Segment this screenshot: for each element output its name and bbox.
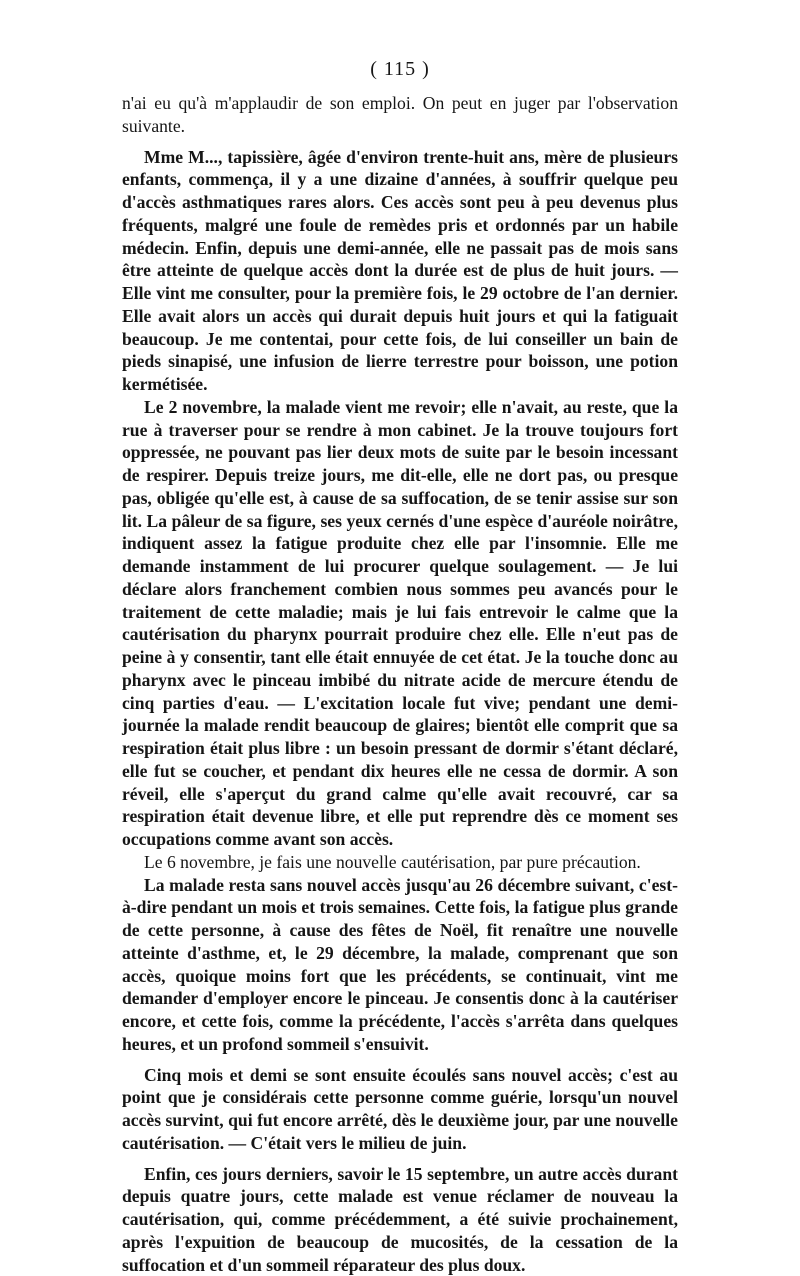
paragraph-continuation: n'ai eu qu'à m'applaudir de son emploi. On peut en juger par l'observation suivante.	[122, 92, 678, 138]
paragraph-september: Enfin, ces jours derniers, savoir le 15 septembre, un autre accès durant depuis quatre jours, cette malade est venue réclamer de nouveau la cautérisation, qui, comme précédemment, a été suivie prochainement, après l'expuition de beaucoup de mucosités, de la cessation de la suffocation et d'un sommeil réparateur des plus doux.	[122, 1163, 678, 1276]
paragraph-december: La malade resta sans nouvel accès jusqu'au 26 décembre suivant, c'est-à-dire pendant un mois et trois semaines. Cette fois, la fatigue plus grande de cette personne, à cause des fêtes de Noël, fit renaître une nouvelle atteinte d'asthme, et, le 29 décembre, la malade, comprenant que son accès, quoique moins fort que les précédents, se continuait, vint me demander d'employer encore le pinceau. Je consentis donc à la cautériser encore, et cette fois, comme la précédente, l'accès s'arrêta dans quelques heures, et un profond sommeil s'ensuivit.	[122, 874, 678, 1056]
page-number: ( 115 )	[0, 58, 800, 81]
paragraph-june: Cinq mois et demi se sont ensuite écoulés sans nouvel accès; c'est au point que je considérais cette personne comme guérie, lorsqu'un nouvel accès survint, qui fut encore arrêté, dès le deuxième jour, par une nouvelle cautérisation. — C'était vers le milieu de juin.	[122, 1064, 678, 1155]
paragraph-observation: Mme M..., tapissière, âgée d'environ trente-huit ans, mère de plusieurs enfants, commença, il y a une dizaine d'années, à souffrir quelque peu d'accès asthmatiques rares alors. Ces accès sont peu à peu devenus plus fréquents, malgré une foule de remèdes pris et ordonnés par un habile médecin. Enfin, depuis une demi-année, elle ne passait pas de mois sans être atteinte de quelque accès dont la durée est de plus de huit jours. — Elle vint me consulter, pour la première fois, le 29 octobre de l'an dernier. Elle avait alors un accès qui durait depuis huit jours et qui la fatiguait beaucoup. Je me contentai, pour cette fois, de lui conseiller un bain de pieds sinapisé, une infusion de lierre terrestre pour boisson, une potion kermétisée.	[122, 146, 678, 396]
body-text	[122, 92, 678, 1276]
paragraph-november-6: Le 6 novembre, je fais une nouvelle cautérisation, par pure précaution.	[122, 851, 678, 874]
paragraph-november-2: Le 2 novembre, la malade vient me revoir; elle n'avait, au reste, que la rue à traverser pour se rendre à mon cabinet. Je la trouve toujours fort oppressée, ne pouvant pas lier deux mots de suite par le besoin incessant de respirer. Depuis treize jours, me dit-elle, elle ne dort pas, ou presque pas, obligée qu'elle est, à cause de sa suffocation, de se tenir assise sur son lit. La pâleur de sa figure, ses yeux cernés d'une espèce d'auréole noirâtre, indiquent assez la fatigue produite chez elle par l'insomnie. Elle me demande instamment de lui procurer quelque soulagement. — Je lui déclare alors franchement combien nous sommes peu avancés pour le traitement de cette maladie; mais je lui fais entrevoir le calme que la cautérisation du pharynx pourrait produire chez elle. Elle n'eut pas de peine à y consentir, tant elle était ennuyée de cet état. Je la touche donc au pharynx avec le pinceau imbibé du nitrate acide de mercure étendu de cinq parties d'eau. — L'excitation locale fut vive; pendant une demi-journée la malade rendit beaucoup de glaires; bientôt elle comprit que sa respiration était plus libre : un besoin pressant de dormir s'étant déclaré, elle fut se coucher, et pendant dix heures elle ne cessa de dormir. A son réveil, elle s'aperçut du grand calme qu'elle avait recouvré, car sa respiration était devenue libre, et elle put reprendre dès ce moment ses occupations comme avant son accès.	[122, 396, 678, 851]
